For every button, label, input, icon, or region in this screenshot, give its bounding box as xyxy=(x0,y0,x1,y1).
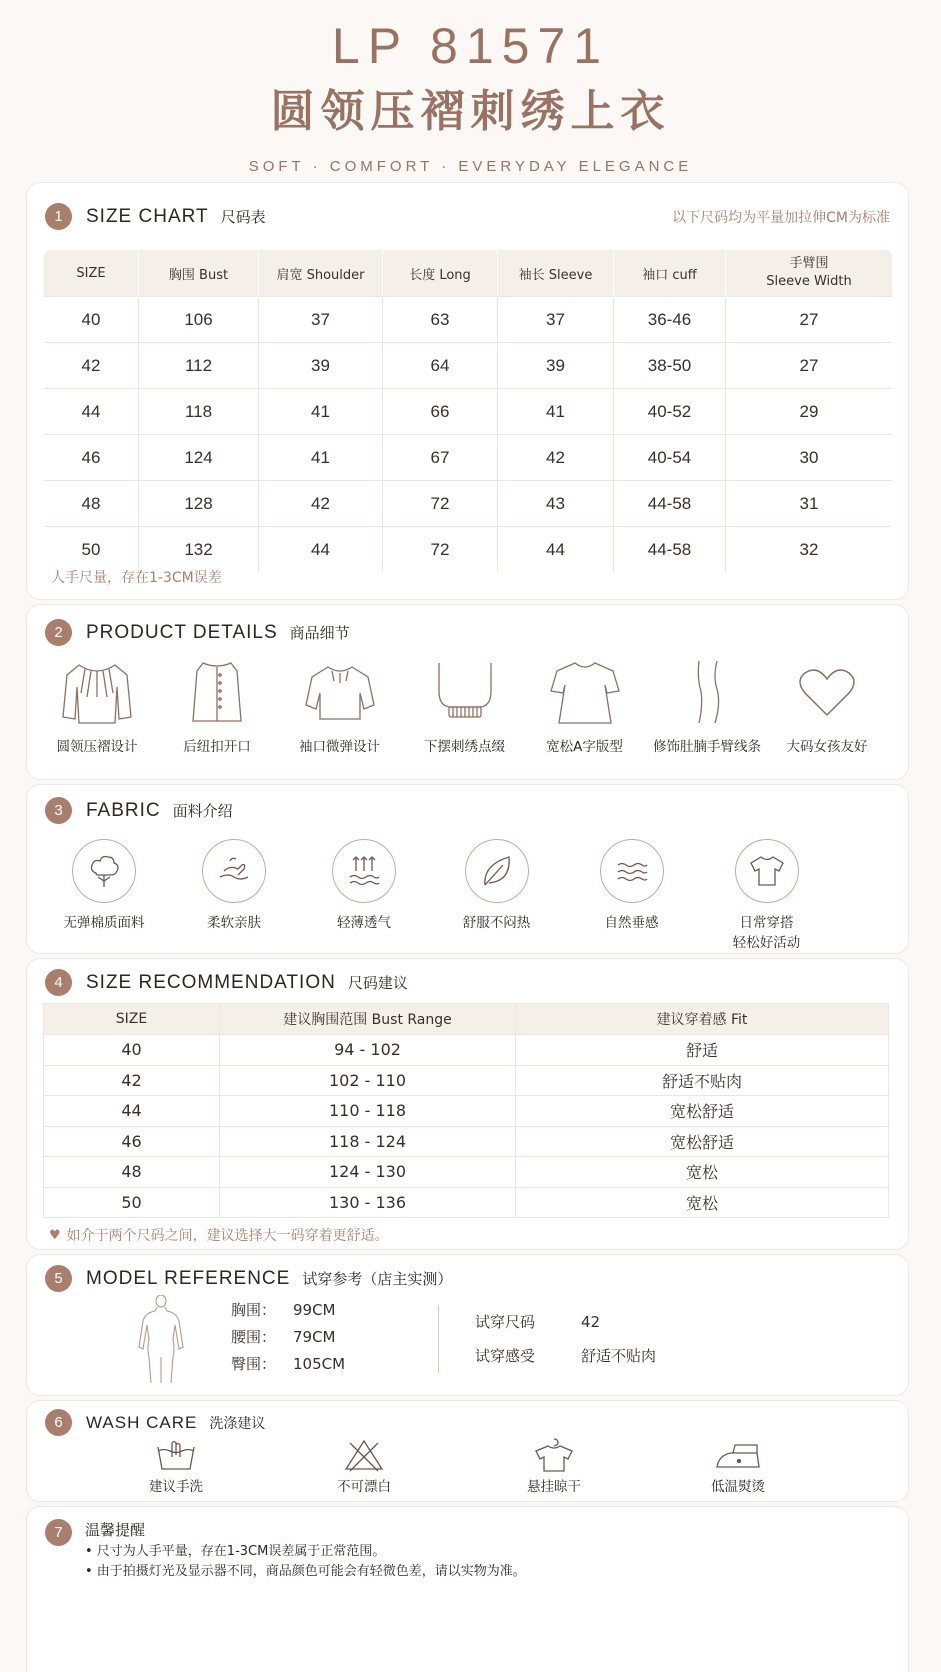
table-cell: 48 xyxy=(44,1157,220,1188)
table-cell: 42 xyxy=(44,343,139,389)
measure-value: 105CM xyxy=(293,1355,346,1373)
section-number: 7 xyxy=(45,1519,72,1546)
cotton-icon xyxy=(84,851,124,891)
column-header: 袖口 cuff xyxy=(614,250,726,297)
pleated-neck-icon xyxy=(57,657,137,727)
detail-item xyxy=(157,657,277,757)
table-row xyxy=(44,1157,889,1188)
elastic-cuff-icon xyxy=(300,657,380,727)
section-header xyxy=(45,1409,265,1436)
model-reference-section xyxy=(26,1254,909,1396)
section-title-en: WASH CARE xyxy=(86,1412,198,1432)
table-cell: 63 xyxy=(383,297,498,343)
section-title-cn: 尺码建议 xyxy=(347,974,408,992)
column-header: 袖长 Sleeve xyxy=(498,250,614,297)
no-bleach-icon xyxy=(342,1437,386,1473)
table-cell: 29 xyxy=(726,389,893,435)
table-cell: 舒适 xyxy=(516,1035,889,1066)
table-row xyxy=(44,1096,889,1127)
table-cell: 72 xyxy=(383,481,498,527)
table-cell: 宽松舒适 xyxy=(516,1126,889,1157)
section-number: 1 xyxy=(45,203,72,230)
column-header-cn: 手臂围 xyxy=(789,256,829,271)
wash-item xyxy=(269,1437,459,1497)
table-cell: 42 xyxy=(259,481,383,527)
table-cell: 40-52 xyxy=(614,389,726,435)
fabric-label-line: 日常穿搭 xyxy=(739,915,794,931)
breathable-icon xyxy=(344,851,384,891)
table-cell: 38-50 xyxy=(614,343,726,389)
measurement-error-note: 人手尺量，存在1-3CM误差 xyxy=(51,570,222,586)
measure-row xyxy=(231,1324,345,1351)
tagline: SOFT · COMFORT · EVERYDAY ELEGANCE xyxy=(248,158,693,175)
table-row xyxy=(44,435,893,481)
tried-label: 试穿尺码 xyxy=(475,1313,536,1331)
fabric-label: 轻薄透气 xyxy=(337,915,391,931)
product-details-section xyxy=(26,604,909,780)
detail-item xyxy=(37,657,157,757)
detail-icons xyxy=(27,657,908,757)
table-row xyxy=(44,1187,889,1218)
heart-icon: ♥ xyxy=(49,1227,61,1243)
section-title-en: FABRIC xyxy=(86,799,161,821)
wash-item xyxy=(479,1437,629,1497)
icon-ring xyxy=(600,839,664,903)
table-cell: 118 xyxy=(139,389,259,435)
icon-ring xyxy=(202,839,266,903)
table-cell: 41 xyxy=(498,389,614,435)
section-title-cn: 面料介绍 xyxy=(172,802,233,820)
column-header: 胸围 Bust xyxy=(139,250,259,297)
table-cell: 37 xyxy=(259,297,383,343)
size-tip xyxy=(49,1225,389,1245)
table-cell: 44 xyxy=(498,527,614,573)
wash-icons xyxy=(27,1437,908,1497)
product-code: LP 81571 xyxy=(331,18,610,74)
tips-title: 温馨提醒 xyxy=(85,1521,146,1539)
detail-label: 大码女孩友好 xyxy=(786,739,868,755)
wash-item xyxy=(111,1437,241,1497)
tip-line: • 尺寸为人手平量，存在1-3CM误差属于正常范围。 xyxy=(85,1544,386,1559)
table-cell: 124 - 130 xyxy=(220,1157,516,1188)
detail-item xyxy=(642,657,772,757)
low-iron-icon xyxy=(713,1437,763,1473)
fabric-item xyxy=(429,839,564,953)
table-cell: 130 - 136 xyxy=(220,1187,516,1218)
table-cell: 46 xyxy=(44,1126,220,1157)
table-cell: 94 - 102 xyxy=(220,1035,516,1066)
fabric-item xyxy=(699,839,834,953)
measure-row xyxy=(231,1297,345,1324)
fabric-label: 无弹棉质面料 xyxy=(63,915,145,931)
table-cell: 40 xyxy=(44,1035,220,1066)
size-chart-section xyxy=(26,182,909,600)
section-number: 4 xyxy=(45,969,72,996)
measure-label: 腰围： xyxy=(231,1328,277,1346)
table-cell: 宽松舒适 xyxy=(516,1096,889,1127)
icon-ring xyxy=(72,839,136,903)
column-header: 建议胸围范围 Bust Range xyxy=(220,1004,516,1035)
table-cell: 37 xyxy=(498,297,614,343)
size-tip-text: 如介于两个尺码之间，建议选择大一码穿着更舒适。 xyxy=(66,1228,389,1244)
icon-ring xyxy=(332,839,396,903)
fabric-section xyxy=(26,784,909,954)
fabric-label xyxy=(733,913,801,953)
table-cell: 66 xyxy=(383,389,498,435)
wash-label: 建议手洗 xyxy=(149,1479,203,1495)
table-row xyxy=(44,297,893,343)
table-cell: 44-58 xyxy=(614,527,726,573)
body-line-icon xyxy=(667,657,747,727)
detail-item xyxy=(772,657,882,757)
detail-label: 下摆刺绣点缀 xyxy=(424,739,505,755)
section-title-en: SIZE RECOMMENDATION xyxy=(86,971,336,993)
table-cell: 宽松 xyxy=(516,1157,889,1188)
table-cell: 102 - 110 xyxy=(220,1065,516,1096)
fabric-label: 柔软亲肤 xyxy=(207,915,261,931)
table-cell: 44 xyxy=(44,1096,220,1127)
table-cell: 118 - 124 xyxy=(220,1126,516,1157)
table-cell: 64 xyxy=(383,343,498,389)
tried-label: 试穿感受 xyxy=(475,1347,536,1365)
table-row xyxy=(44,527,893,573)
section-title-cn: 商品细节 xyxy=(289,624,350,642)
size-recommendation-table xyxy=(43,1003,889,1218)
measurement-note: 以下尺码均为平量加拉伸CM为标准 xyxy=(672,210,890,226)
detail-item xyxy=(402,657,527,757)
detail-item xyxy=(527,657,642,757)
column-header: 长度 Long xyxy=(383,250,498,297)
table-cell: 44 xyxy=(44,389,139,435)
tip-line: • 由于拍摄灯光及显示器不同，商品颜色可能会有轻微色差，请以实物为准。 xyxy=(85,1564,526,1579)
section-title-en: SIZE CHART xyxy=(86,205,209,227)
tips-content xyxy=(85,1519,526,1582)
tried-value: 舒适不贴肉 xyxy=(581,1347,657,1365)
table-row xyxy=(44,1035,889,1066)
section-title-cn: 试穿参考（店主实测） xyxy=(302,1270,453,1288)
section-header xyxy=(45,1265,452,1292)
section-header xyxy=(45,797,233,824)
measure-row xyxy=(231,1351,345,1378)
tried-value: 42 xyxy=(581,1313,601,1331)
fabric-label: 自然垂感 xyxy=(604,915,659,931)
table-row xyxy=(44,1065,889,1096)
table-cell: 40 xyxy=(44,297,139,343)
tried-row xyxy=(475,1339,656,1373)
back-button-icon xyxy=(177,657,257,727)
table-cell: 30 xyxy=(726,435,893,481)
table-cell: 41 xyxy=(259,435,383,481)
table-cell: 67 xyxy=(383,435,498,481)
column-header: 建议穿着感 Fit xyxy=(516,1004,889,1035)
detail-label: 后纽扣开口 xyxy=(183,739,251,755)
measure-label: 臀围： xyxy=(231,1355,277,1373)
a-line-shirt-icon xyxy=(545,657,625,727)
measure-label: 胸围： xyxy=(231,1301,277,1319)
table-cell: 50 xyxy=(44,527,139,573)
icon-ring xyxy=(735,839,799,903)
section-title-en: PRODUCT DETAILS xyxy=(86,621,278,643)
fabric-label-line: 轻松好活动 xyxy=(732,935,801,951)
section-number: 6 xyxy=(45,1409,72,1436)
table-cell: 110 - 118 xyxy=(220,1096,516,1127)
tried-info xyxy=(475,1305,656,1373)
wash-care-section xyxy=(26,1400,909,1502)
table-cell: 72 xyxy=(383,527,498,573)
table-row xyxy=(44,1126,889,1157)
table-cell: 31 xyxy=(726,481,893,527)
section-header xyxy=(45,969,408,996)
section-title-en: MODEL REFERENCE xyxy=(86,1267,291,1289)
section-number: 2 xyxy=(45,619,72,646)
table-cell: 50 xyxy=(44,1187,220,1218)
column-header xyxy=(726,250,893,297)
column-header: 肩宽 Shoulder xyxy=(259,250,383,297)
column-header: SIZE xyxy=(44,1004,220,1035)
column-header-en: Sleeve Width xyxy=(766,274,852,289)
table-row xyxy=(44,389,893,435)
fabric-label: 舒服不闷热 xyxy=(462,915,531,931)
fabric-icons xyxy=(27,839,908,953)
table-cell: 舒适不贴肉 xyxy=(516,1065,889,1096)
detail-label: 袖口微弹设计 xyxy=(299,739,380,755)
wash-item xyxy=(643,1437,833,1497)
fabric-item xyxy=(564,839,699,953)
wash-label: 不可漂白 xyxy=(337,1479,391,1495)
hang-dry-icon xyxy=(532,1437,576,1473)
table-cell: 42 xyxy=(498,435,614,481)
section-number: 3 xyxy=(45,797,72,824)
table-row xyxy=(44,343,893,389)
divider xyxy=(438,1305,439,1373)
table-row xyxy=(44,481,893,527)
table-cell: 39 xyxy=(259,343,383,389)
table-cell: 42 xyxy=(44,1065,220,1096)
detail-label: 宽松A字版型 xyxy=(546,739,623,755)
detail-label: 圆领压褶设计 xyxy=(56,739,138,755)
table-cell: 39 xyxy=(498,343,614,389)
measure-value: 99CM xyxy=(293,1301,336,1319)
section-header xyxy=(45,619,350,646)
table-cell: 48 xyxy=(44,481,139,527)
body-figure-icon xyxy=(131,1295,191,1385)
icon-ring xyxy=(465,839,529,903)
table-cell: 112 xyxy=(139,343,259,389)
section-header xyxy=(45,203,266,230)
detail-label: 修饰肚腩手臂线条 xyxy=(653,739,761,755)
table-cell: 44-58 xyxy=(614,481,726,527)
detail-item xyxy=(277,657,402,757)
fabric-item xyxy=(299,839,429,953)
section-title-cn: 洗涤建议 xyxy=(209,1415,266,1432)
table-cell: 44 xyxy=(259,527,383,573)
table-cell: 41 xyxy=(259,389,383,435)
wash-label: 悬挂晾干 xyxy=(527,1479,581,1495)
tips-section xyxy=(26,1506,909,1672)
fabric-item xyxy=(169,839,299,953)
section-header xyxy=(45,1519,86,1546)
section-number: 5 xyxy=(45,1265,72,1292)
fabric-item xyxy=(39,839,169,953)
column-header: SIZE xyxy=(44,250,139,297)
product-name: 圆领压褶刺绣上衣 xyxy=(270,86,671,137)
table-cell: 32 xyxy=(726,527,893,573)
table-cell: 124 xyxy=(139,435,259,481)
table-cell: 128 xyxy=(139,481,259,527)
tshirt-icon xyxy=(747,851,787,891)
embroidered-hem-icon xyxy=(425,657,505,727)
table-cell: 宽松 xyxy=(516,1187,889,1218)
section-title-cn: 尺码表 xyxy=(220,208,266,226)
table-cell: 132 xyxy=(139,527,259,573)
table-header-row xyxy=(44,250,893,297)
table-header-row xyxy=(44,1004,889,1035)
wash-label: 低温熨烫 xyxy=(711,1479,765,1495)
table-cell: 27 xyxy=(726,343,893,389)
table-cell: 27 xyxy=(726,297,893,343)
table-cell: 43 xyxy=(498,481,614,527)
measure-value: 79CM xyxy=(293,1328,336,1346)
model-measurements xyxy=(231,1297,345,1378)
heart-icon xyxy=(787,657,867,727)
page-header xyxy=(0,0,941,175)
soft-hand-icon xyxy=(214,851,254,891)
size-recommendation-section xyxy=(26,958,909,1250)
table-cell: 40-54 xyxy=(614,435,726,481)
leaf-icon xyxy=(477,851,517,891)
size-chart-table xyxy=(43,249,893,573)
table-cell: 106 xyxy=(139,297,259,343)
hand-wash-icon xyxy=(154,1437,198,1473)
wave-icon xyxy=(612,851,652,891)
table-cell: 46 xyxy=(44,435,139,481)
table-cell: 36-46 xyxy=(614,297,726,343)
tried-row xyxy=(475,1305,656,1339)
